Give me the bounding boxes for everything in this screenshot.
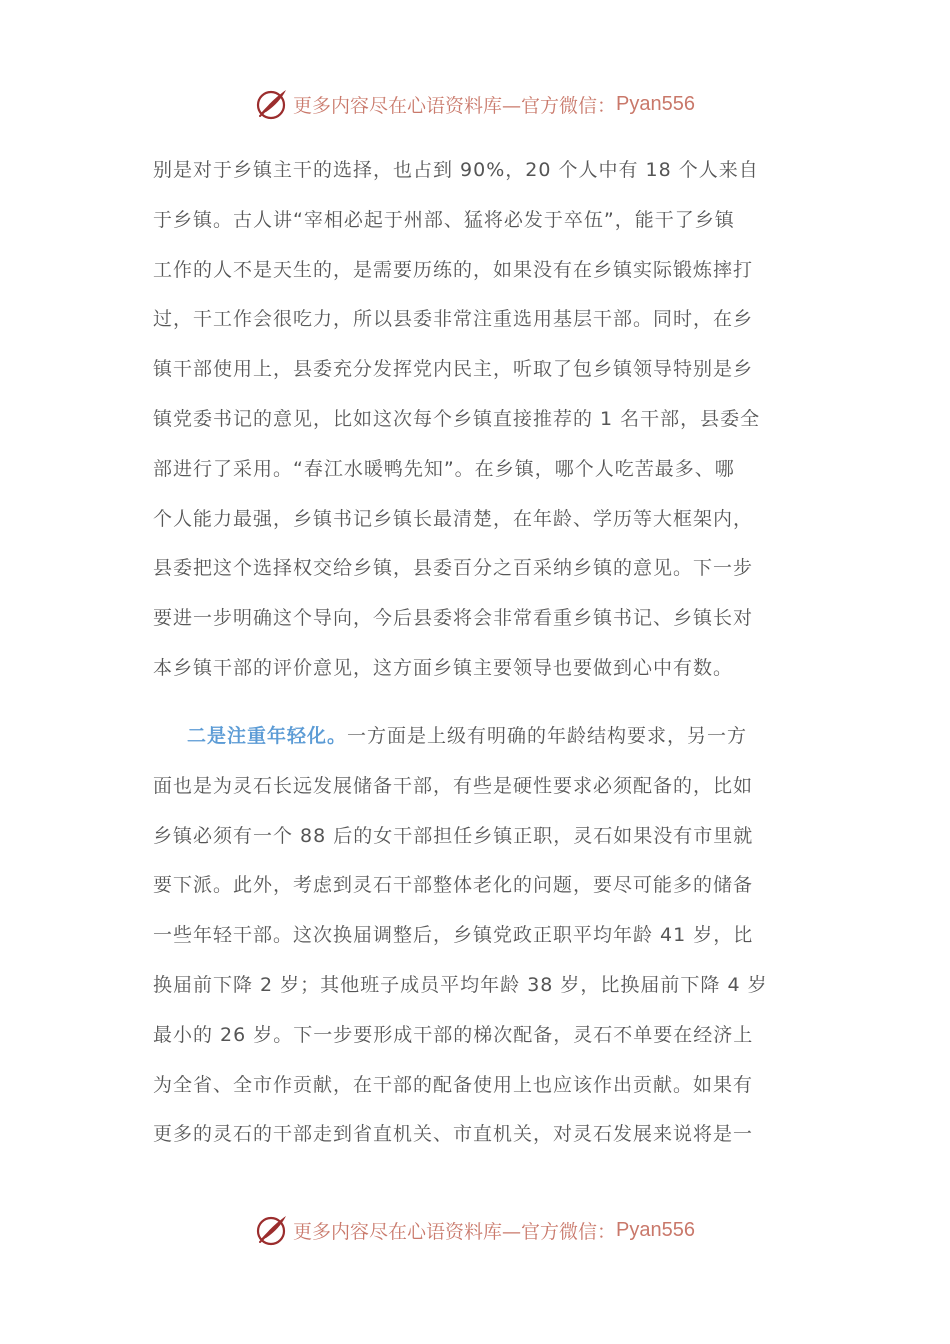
- footer-wechat-id: Pyan556: [616, 1218, 695, 1241]
- text-line-rest: 一方面是上级有明确的年龄结构要求，另一方: [347, 725, 748, 747]
- text-line: 换届前下降 2 岁；其他班子成员平均年龄 38 岁，比换届前下降 4 岁: [153, 973, 768, 996]
- text-line: 本乡镇干部的评价意见，这方面乡镇主要领导也要做到心中有数。: [153, 656, 734, 679]
- text-line: 更多的灵石的干部走到省直机关、市直机关，对灵石发展来说将是一: [153, 1123, 754, 1146]
- text-line-first: [153, 716, 803, 766]
- text-line: 部进行了采用。“春江水暖鸭先知”。在乡镇，哪个人吃苦最多、哪: [153, 457, 735, 480]
- header-wechat-id: Pyan556: [616, 92, 695, 115]
- text-line: 为全省、全市作贡献，在干部的配备使用上也应该作出贡献。如果有: [153, 1073, 754, 1096]
- paragraph-2: [153, 716, 803, 1164]
- text-line: 工作的人不是天生的，是需要历练的，如果没有在乡镇实际锻炼摔打: [153, 258, 754, 281]
- text-line: 别是对于乡镇主干的选择，也占到 90%，20 个人中有 18 个人来自: [153, 159, 759, 181]
- text-line: 镇干部使用上，县委充分发挥党内民主，听取了包乡镇领导特别是乡: [153, 358, 754, 381]
- text-line: 乡镇必须有一个 88 后的女干部担任乡镇正职，灵石如果没有市里就: [153, 824, 754, 847]
- paragraph-1: [153, 150, 803, 698]
- section-heading: 二是注重年轻化。: [187, 725, 348, 747]
- quill-pen-icon: [255, 87, 289, 121]
- quill-pen-icon: [255, 1213, 289, 1247]
- text-line: 一些年轻干部。这次换届调整后，乡镇党政正职平均年龄 41 岁，比: [153, 924, 754, 947]
- footer-banner: [0, 1208, 950, 1252]
- text-line: 面也是为灵石长远发展储备干部，有些是硬性要求必须配备的，比如: [153, 774, 754, 797]
- footer-banner-text: 更多内容尽在心语资料库—官方微信：: [293, 1220, 617, 1243]
- text-line: 个人能力最强，乡镇书记乡镇长最清楚，在年龄、学历等大框架内，: [153, 507, 754, 530]
- text-line: 县委把这个选择权交给乡镇，县委百分之百采纳乡镇的意见。下一步: [153, 557, 754, 580]
- header-banner: [0, 82, 950, 126]
- text-line: 要进一步明确这个导向，今后县委将会非常看重乡镇书记、乡镇长对: [153, 607, 754, 630]
- header-banner-text: 更多内容尽在心语资料库—官方微信：: [293, 94, 617, 117]
- text-line: 要下派。此外，考虑到灵石干部整体老化的问题，要尽可能多的储备: [153, 874, 754, 897]
- text-line: 最小的 26 岁。下一步要形成干部的梯次配备，灵石不单要在经济上: [153, 1023, 754, 1046]
- text-line: 于乡镇。古人讲“宰相必起于州部、猛将必发于卒伍”，能干了乡镇: [153, 208, 735, 231]
- text-line: 镇党委书记的意见，比如这次每个乡镇直接推荐的 1 名干部，县委全: [153, 407, 761, 430]
- text-line: 过，干工作会很吃力，所以县委非常注重选用基层干部。同时，在乡: [153, 308, 754, 331]
